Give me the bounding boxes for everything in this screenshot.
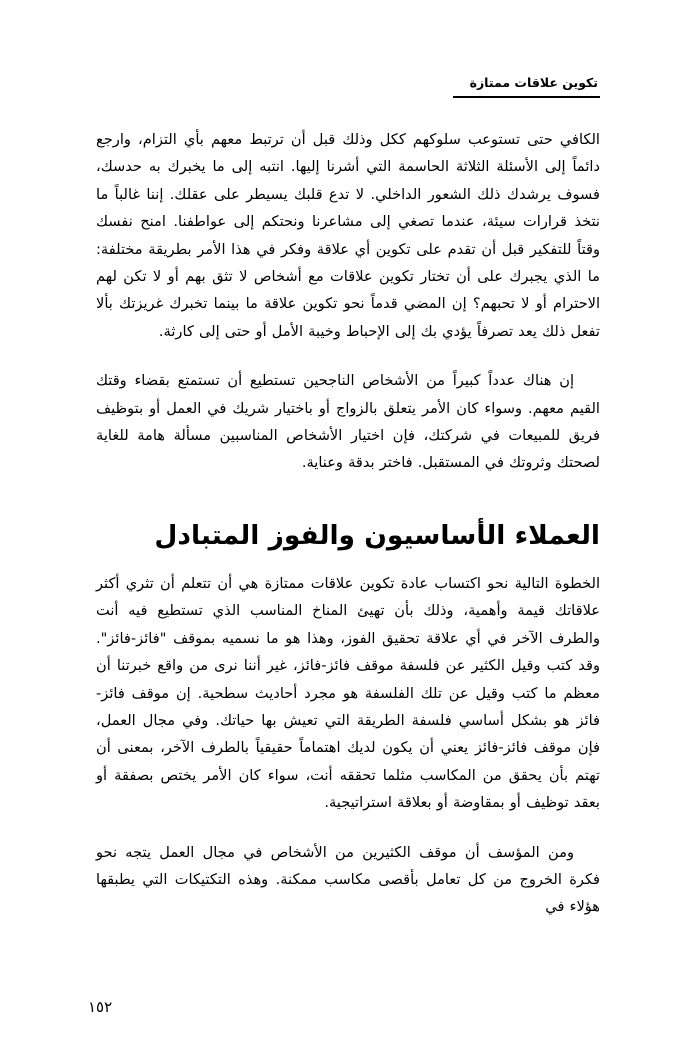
running-header xyxy=(180,72,600,92)
page-content xyxy=(96,126,600,921)
paragraph-continuation: الكافي حتى تستوعب سلوكهم ككل وذلك قبل أن ترتبط معهم بأي التزام، وارجع دائماً إلى الأسئلة الثلاثة الحاسمة التي أشرنا إليها. انتبه إلى ما يخبرك به حدسك، فسوف يرشدك ذلك الشعور الداخلي. لا تدع قلبك يسيطر على عقلك. إننا غالباً ما نتخذ قرارات سيئة، عندما تصغي إلى مشاعرنا ونحتكم إلى عواطفنا. امنح نفسك وقتاً للتفكير قبل أن تقدم على تكوين أي علاقة وفكر في هذا الأمر بطريقة مختلفة: ما الذي يجبرك على أن تختار تكوين علاقات مع أشخاص لا تثق بهم أو لا تكن لهم الاحترام أو لا تحبهم؟ إن المضي قدماً نحو تكوين علاقة ما بينما تخبرك غريزتك بألا تفعل ذلك يعد تصرفاً يؤدي بك إلى الإحباط وخيبة الأمل أو حتى إلى كارثة. xyxy=(96,131,600,340)
paragraph-win-win: الخطوة التالية نحو اكتساب عادة تكوين علاقات ممتازة هي أن تتعلم أن تثري أكثر علاقاتك قيمة وأهمية، وذلك بأن تهيئ المناخ المناسب الذي تستطيع فيه أنت والطرف الآخر في أي علاقة تحقيق الفوز، وهذا هو ما نسميه بموقف "فائز-فائز". وقد كتب وقيل الكثير عن فلسفة موقف فائز-فائز، غير أننا نرى من واقع خبرتنا أن معظم ما كتب وقيل عن تلك الفلسفة هو مجرد أحاديث سطحية. إن موقف فائز-فائز هو بشكل أساسي فلسفة الطريقة التي تعيش بها حياتك. وفي مجال العمل، فإن موقف فائز-فائز يعني أن يكون لديك اهتماماً حقيقياً بالطرف الآخر، بمعنى أن تهتم بأن يحقق من المكاسب مثلما تحققه أنت، سواء كان الأمر يختص بصفقة أو بعقد توظيف أو بمقاوضة أو بعلاقة استراتيجية. xyxy=(96,575,600,812)
paragraph-unfortunate-attitude: ومن المؤسف أن موقف الكثيرين من الأشخاص في مجال العمل يتجه نحو فكرة الخروج من كل تعامل بأقصى مكاسب ممكنة. وهذه التكتيكات التي يطبقها هؤلاء في xyxy=(96,843,600,916)
header-underline-rule xyxy=(453,96,600,98)
page-number: ١٥٢ xyxy=(88,998,113,1016)
section-heading: العملاء الأساسيون والفوز المتبادل xyxy=(154,519,600,551)
paragraph-successful-people: إن هناك عدداً كبيراً من الأشخاص الناجحين تستطيع أن تستمتع بقضاء وقتك القيم معهم. وسواء كان الأمر يتعلق بالزواج أو باختيار شريك في العمل أو بتوظيف فريق للمبيعات في شركتك، فإن اختيار الأشخاص المناسبين مسألة هامة للغاية لصحتك وثروتك في المستقبل. فاختر بدقة وعناية. xyxy=(96,372,600,472)
running-header-title: تكوين علاقات ممتازة xyxy=(469,75,598,90)
